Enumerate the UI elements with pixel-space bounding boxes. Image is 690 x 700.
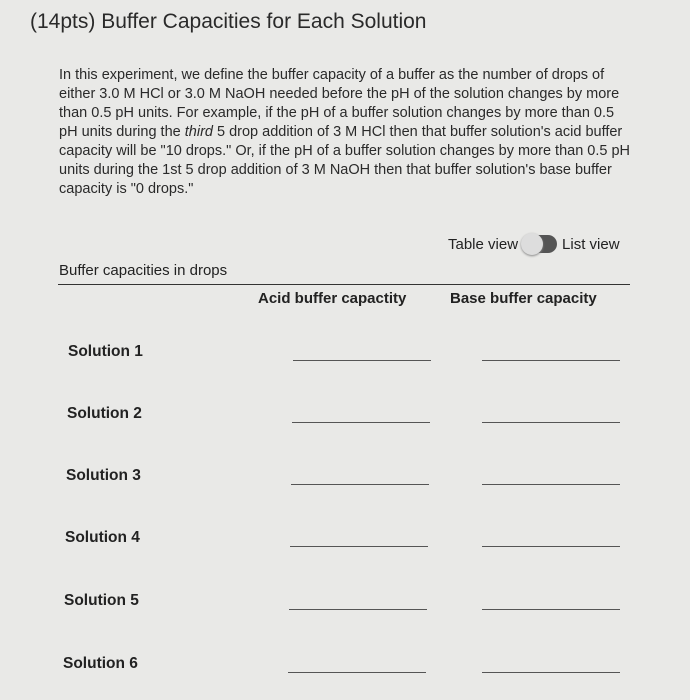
toggle-knob[interactable] bbox=[521, 233, 543, 255]
view-toggle-row bbox=[448, 235, 620, 253]
base-capacity-input[interactable] bbox=[482, 422, 620, 423]
base-capacity-input[interactable] bbox=[482, 360, 620, 361]
acid-capacity-input[interactable] bbox=[293, 360, 431, 361]
row-label: Solution 2 bbox=[67, 405, 142, 422]
row-label: Solution 6 bbox=[63, 655, 138, 672]
base-capacity-input[interactable] bbox=[482, 546, 620, 547]
row-label: Solution 3 bbox=[66, 467, 141, 484]
base-capacity-input[interactable] bbox=[482, 484, 620, 485]
base-capacity-input[interactable] bbox=[482, 672, 620, 673]
row-label: Solution 4 bbox=[65, 529, 140, 546]
acid-capacity-input[interactable] bbox=[289, 609, 427, 610]
page-title: (14pts) Buffer Capacities for Each Solution bbox=[30, 10, 427, 33]
instructions bbox=[59, 66, 634, 199]
base-capacity-input[interactable] bbox=[482, 609, 620, 610]
divider bbox=[58, 284, 630, 285]
table-caption: Buffer capacities in drops bbox=[59, 262, 228, 279]
header-base: Base buffer capacity bbox=[450, 290, 597, 307]
acid-capacity-input[interactable] bbox=[291, 484, 429, 485]
intro-text-2: 5 drop addition of 3 M HCl then that buffer solution's acid buffer capacity will be "10 drops." Or, if the pH of a buffer solution changes by more than 0.5 pH units during the 1st 5 drop addition of 3 M NaOH then that buffer solution's base buffer capacity is "0 drops." bbox=[59, 124, 631, 197]
acid-capacity-input[interactable] bbox=[292, 422, 430, 423]
row-label: Solution 5 bbox=[64, 592, 139, 609]
view-toggle-switch[interactable] bbox=[523, 235, 557, 253]
table-view-label[interactable]: Table view bbox=[448, 235, 519, 253]
row-label: Solution 1 bbox=[68, 343, 143, 360]
acid-capacity-input[interactable] bbox=[288, 672, 426, 673]
acid-capacity-input[interactable] bbox=[290, 546, 428, 547]
list-view-label[interactable]: List view bbox=[562, 235, 620, 253]
header-acid: Acid buffer capactity bbox=[258, 290, 407, 307]
intro-text: In this experiment, we define the buffer capacity of a buffer as the number of drops of either 3.0 M HCl or 3.0 M NaOH needed before the pH of the solution changes by more than 0.5 pH units. For example, if the pH of a buffer solution changes by more than 0.5 pH units during the bbox=[59, 67, 620, 140]
intro-emphasis: third bbox=[184, 124, 213, 140]
